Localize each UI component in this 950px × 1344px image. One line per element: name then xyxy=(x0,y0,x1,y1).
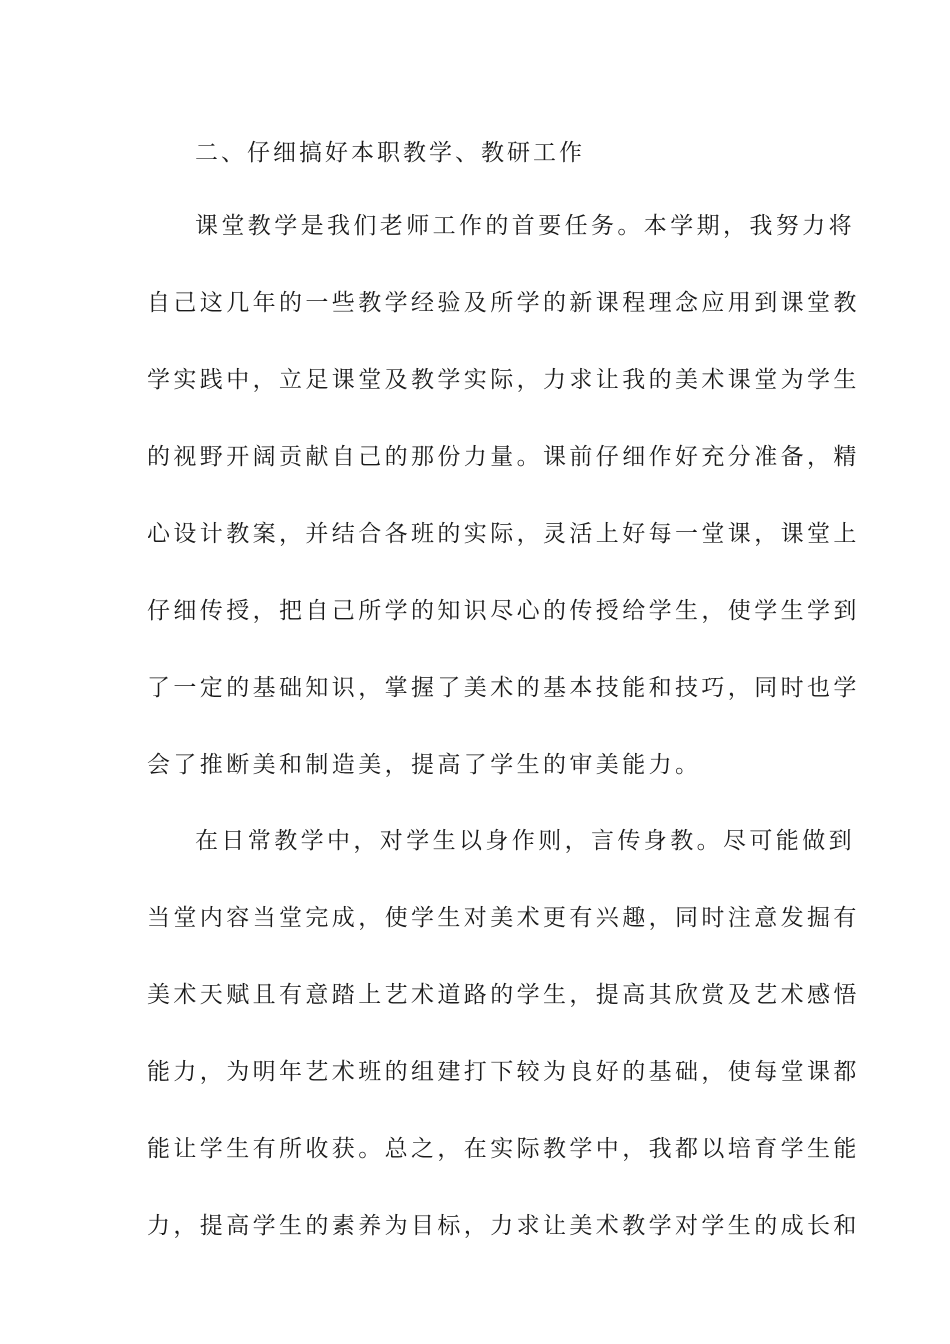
paragraph-line: 美术天赋且有意踏上艺术道路的学生，提高其欣赏及艺术感悟 xyxy=(147,982,860,1008)
paragraph-line: 的视野开阔贡献自己的那份力量。课前仔细作好充分准备，精 xyxy=(147,444,860,470)
section-heading: 二、仔细搞好本职教学、教研工作 xyxy=(195,140,585,166)
paragraph-line: 能让学生有所收获。总之，在实际教学中，我都以培育学生能 xyxy=(147,1136,860,1162)
paragraph-line: 学实践中，立足课堂及教学实际，力求让我的美术课堂为学生 xyxy=(147,367,860,393)
paragraph-line: 仔细传授，把自己所学的知识尽心的传授给学生，使学生学到 xyxy=(147,598,860,624)
paragraph-line: 会了推断美和制造美，提高了学生的审美能力。 xyxy=(147,752,702,778)
paragraph-line: 了一定的基础知识，掌握了美术的基本技能和技巧，同时也学 xyxy=(147,675,860,701)
paragraph-line: 当堂内容当堂完成，使学生对美术更有兴趣，同时注意发掘有 xyxy=(147,905,860,931)
paragraph-line: 自己这几年的一些教学经验及所学的新课程理念应用到课堂教 xyxy=(147,290,860,316)
paragraph-line: 心设计教案，并结合各班的实际，灵活上好每一堂课，课堂上 xyxy=(147,521,860,547)
paragraph-line: 能力，为明年艺术班的组建打下较为良好的基础，使每堂课都 xyxy=(147,1059,860,1085)
paragraph-line: 力，提高学生的素养为目标，力求让美术教学对学生的成长和 xyxy=(147,1213,860,1239)
paragraph-line: 课堂教学是我们老师工作的首要任务。本学期，我努力将 xyxy=(195,213,855,239)
paragraph-line: 在日常教学中，对学生以身作则，言传身教。尽可能做到 xyxy=(195,828,855,854)
